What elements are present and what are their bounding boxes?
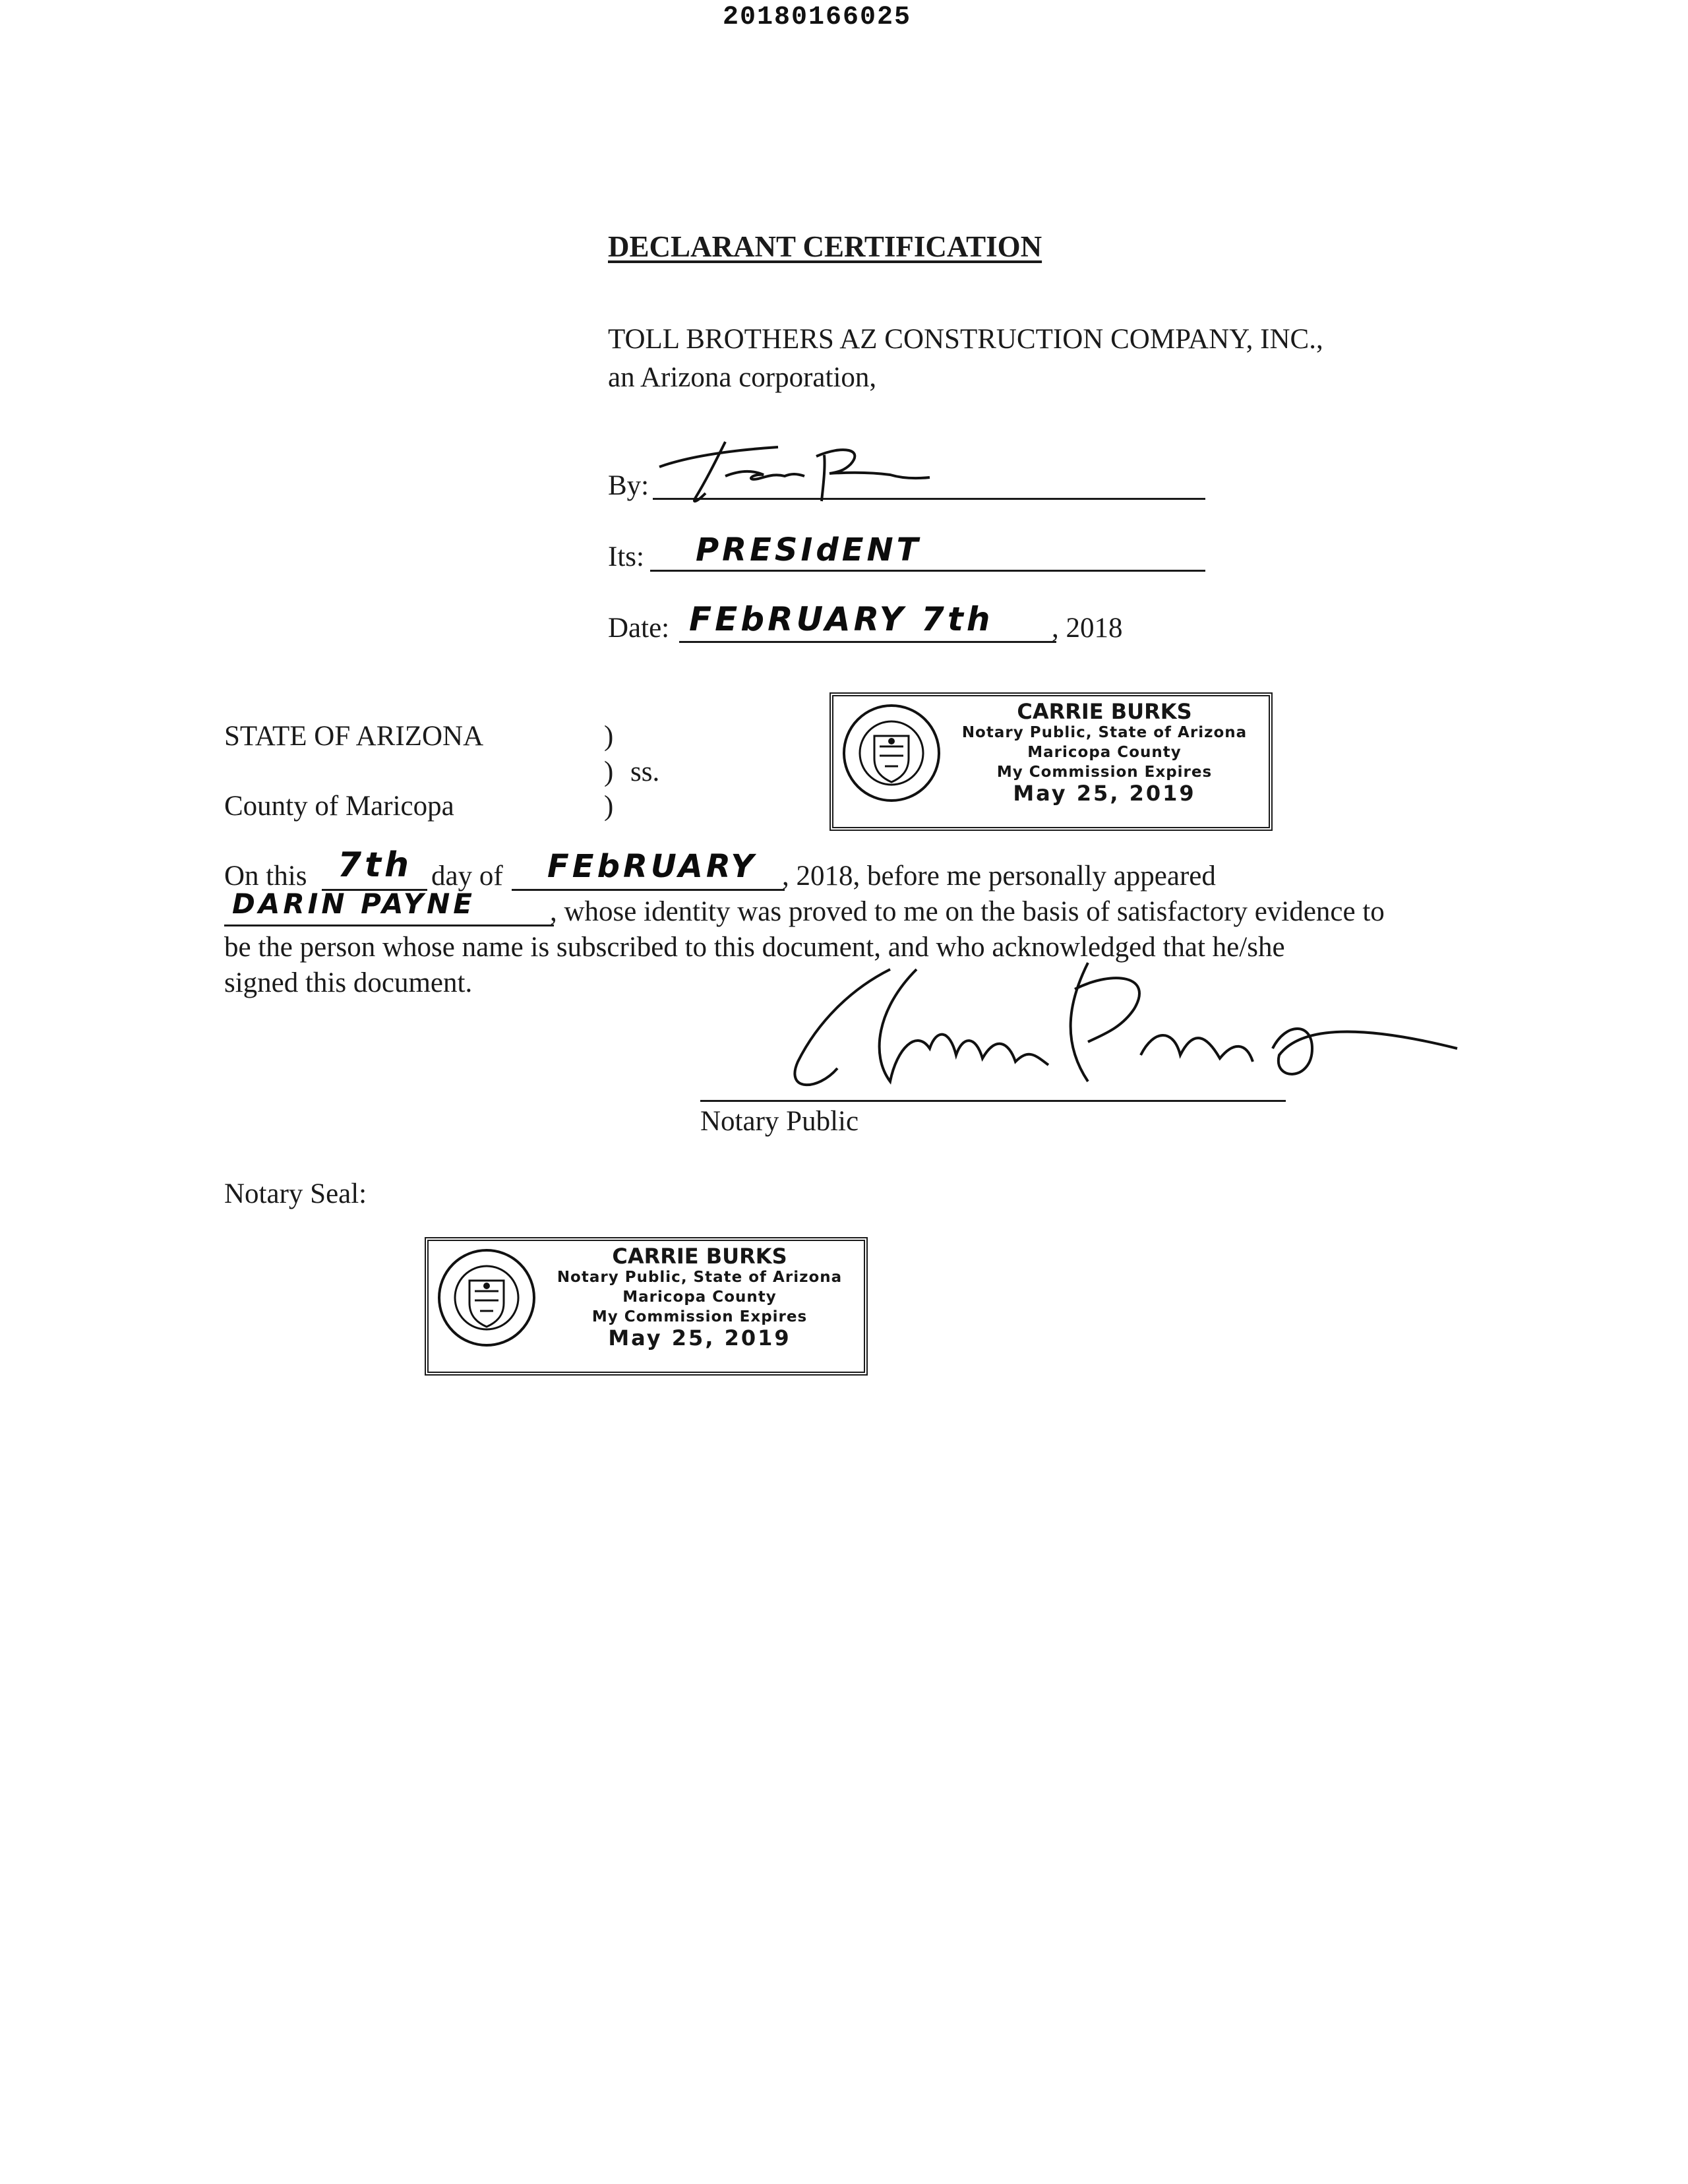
notary-stamp-top: [829, 692, 1273, 831]
venue-paren-3: ): [604, 791, 614, 822]
stamp-expires: May 25, 2019: [1013, 781, 1196, 806]
ack-year-text: , 2018, before me personally appeared: [782, 861, 1216, 892]
ack-on-this: On this: [224, 861, 307, 892]
ack-line3: be the person whose name is subscribed to this document, and who acknowledged that he/she: [224, 932, 1285, 963]
venue-paren-2: ): [604, 756, 614, 787]
document-title: DECLARANT CERTIFICATION: [608, 230, 1042, 263]
notary-signature-line: [700, 1100, 1286, 1102]
arizona-seal-icon: [841, 703, 942, 803]
by-label: By:: [608, 470, 649, 501]
date-value: FEbRUARY 7th: [689, 600, 994, 638]
its-underline: [650, 570, 1205, 572]
recording-number: 20180166025: [723, 3, 912, 32]
stamp-name: CARRIE BURKS: [1017, 699, 1192, 724]
its-value: PRESIdENT: [696, 531, 922, 568]
ack-day-of: day of: [431, 861, 503, 892]
company-name: TOLL BROTHERS AZ CONSTRUCTION COMPANY, INC.,: [608, 324, 1323, 355]
ack-month-value: FEbRUARY: [547, 848, 758, 885]
month-underline: [512, 889, 785, 891]
company-type: an Arizona corporation,: [608, 362, 877, 393]
notary-seal-label: Notary Seal:: [224, 1178, 367, 1209]
stamp-commission: My Commission Expires: [591, 1308, 808, 1325]
notary-stamp-bottom: [425, 1237, 868, 1376]
signer-signature: [653, 435, 936, 508]
ack-day-value: 7th: [338, 845, 413, 885]
ack-line2: , whose identity was proved to me on the basis of satisfactory evidence to: [550, 896, 1385, 927]
notary-signature: [719, 950, 1470, 1108]
venue-county: County of Maricopa: [224, 791, 454, 822]
venue-state: STATE OF ARIZONA: [224, 721, 484, 752]
date-year: , 2018: [1052, 613, 1123, 644]
stamp-title: Notary Public, State of Arizona: [961, 724, 1248, 741]
stamp-county: Maricopa County: [622, 1289, 777, 1306]
stamp-county: Maricopa County: [1027, 744, 1182, 761]
stamp-title: Notary Public, State of Arizona: [557, 1269, 843, 1286]
stamp-commission: My Commission Expires: [996, 764, 1213, 781]
stamp-name: CARRIE BURKS: [612, 1244, 787, 1269]
person-underline: [224, 925, 554, 926]
notary-public-label: Notary Public: [700, 1106, 859, 1137]
date-underline: [679, 641, 1056, 643]
arizona-seal-icon: [437, 1248, 537, 1348]
stamp-expires: May 25, 2019: [608, 1325, 791, 1350]
ack-line4: signed this document.: [224, 967, 473, 998]
date-label: Date:: [608, 613, 670, 644]
venue-paren-1: ): [604, 721, 614, 752]
its-label: Its:: [608, 541, 644, 572]
venue-ss: ss.: [630, 756, 660, 787]
ack-person-value: DARIN PAYNE: [232, 888, 475, 920]
